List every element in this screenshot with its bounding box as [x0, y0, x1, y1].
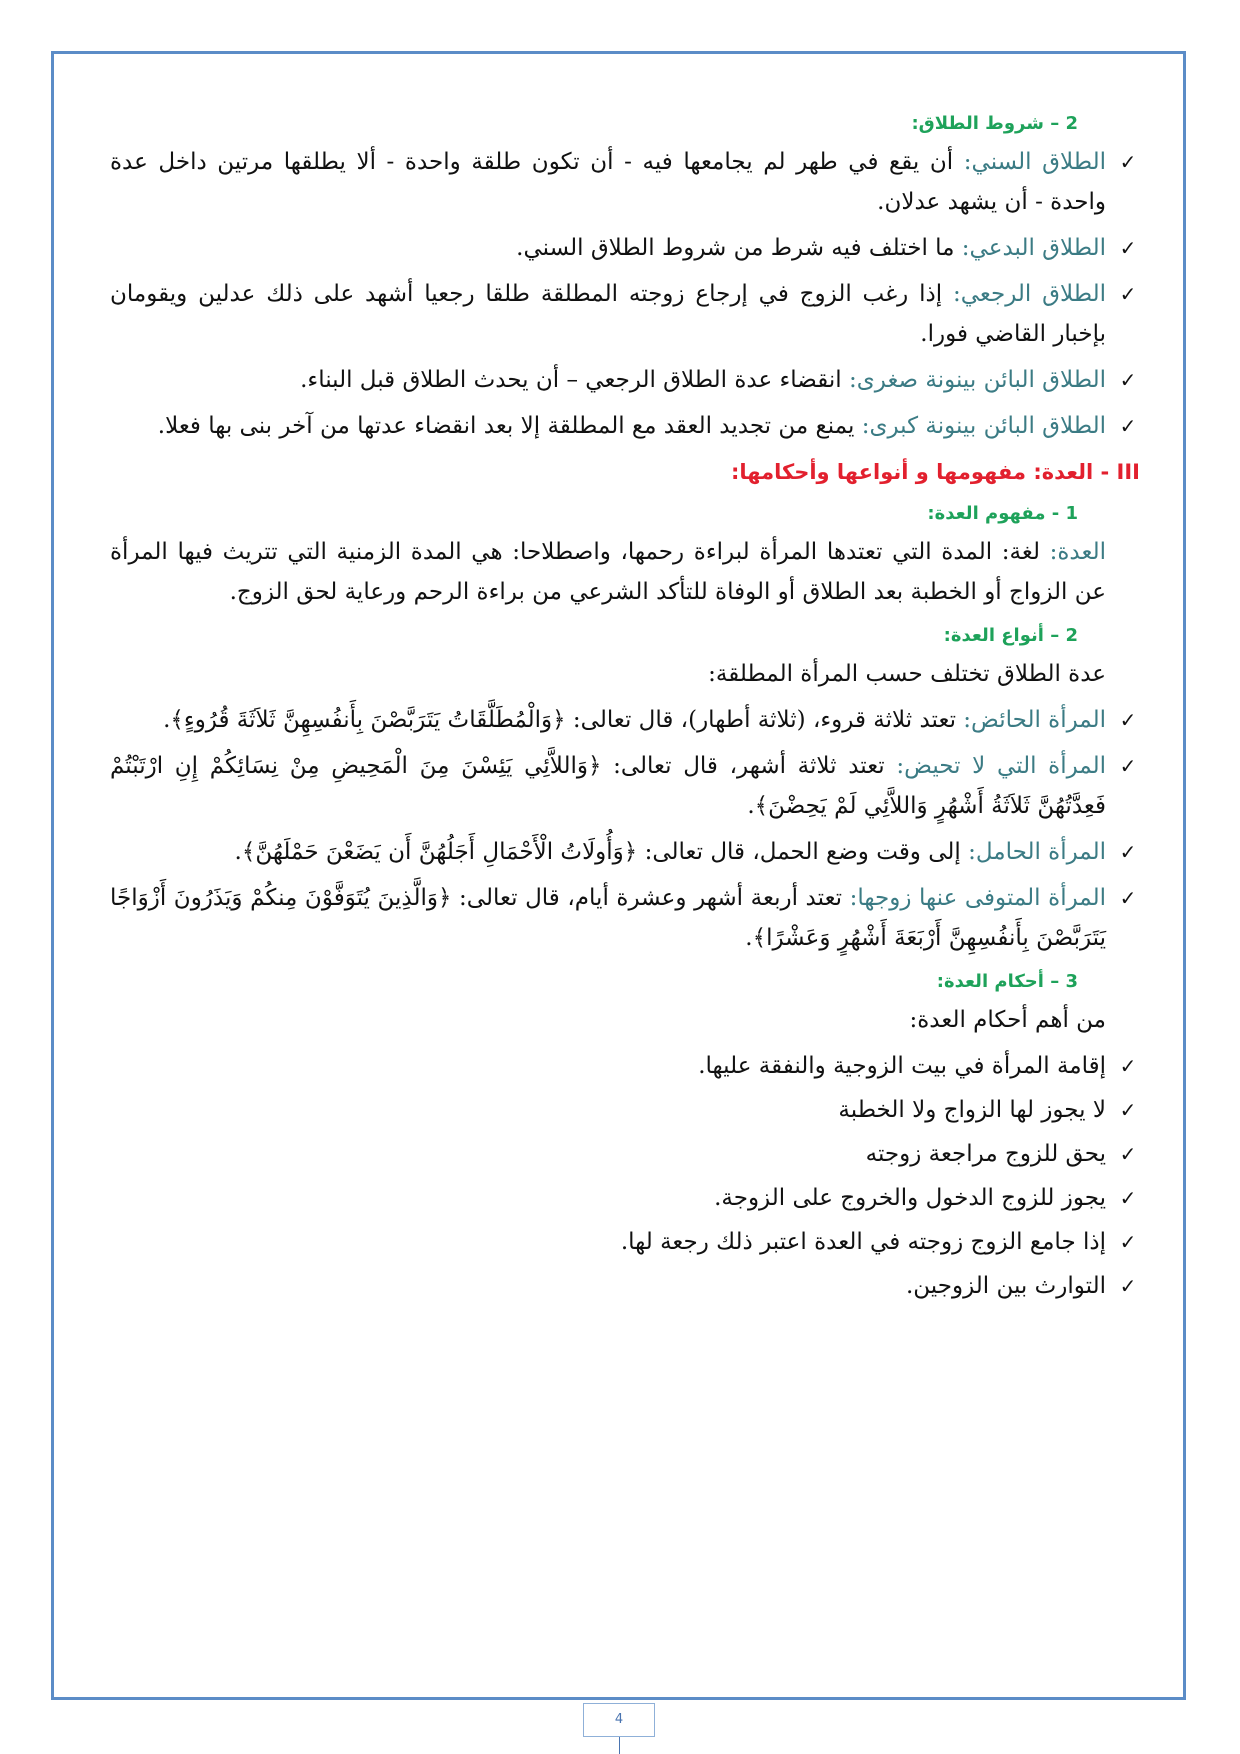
iddah-rulings-intro: من أهم أحكام العدة: [909, 1007, 1106, 1033]
checkmark-icon: ✓ [1119, 282, 1137, 306]
checkmark-icon: ✓ [1119, 368, 1137, 392]
list-item [110, 700, 1140, 740]
list-item [110, 406, 1140, 446]
section-heading-iddah-rulings: 3 – أحكام العدة: [936, 971, 1078, 992]
list-item [110, 360, 1140, 400]
checkmark-icon: ✓ [1119, 1054, 1137, 1078]
item-text: يجوز للزوج الدخول والخروج على الزوجة. [714, 1185, 1106, 1211]
item-text: إقامة المرأة في بيت الزوجية والنفقة عليها. [698, 1053, 1106, 1079]
checkmark-icon: ✓ [1119, 1230, 1137, 1254]
page-number-stem [619, 1737, 620, 1754]
definition-text: لغة: المدة التي تعتدها المرأة لبراءة رحمها، واصطلاحا: هي المدة الزمنية التي تتريث فيها المرأة عن الزواج أو الخطبة بعد الطلاق أو الوفاة للتأكد الشرعي من براءة الرحم ورعاية لحق الزوج. [110, 539, 1106, 605]
checkmark-icon: ✓ [1119, 1274, 1137, 1298]
item-text: يحق للزوج مراجعة زوجته [865, 1141, 1106, 1167]
definition-term: العدة: [1049, 539, 1106, 565]
list-item [110, 832, 1140, 872]
checkmark-icon: ✓ [1119, 1142, 1137, 1166]
item-term: الطلاق البائن بينونة صغرى: [849, 367, 1106, 393]
item-term: المرأة الحائض: [963, 707, 1106, 733]
main-heading-iddah: III - العدة: مفهومها و أنواعها وأحكامها: [730, 460, 1140, 484]
section-heading-divorce-conditions: 2 – شروط الطلاق: [911, 113, 1078, 134]
checkmark-icon: ✓ [1119, 886, 1137, 910]
checkmark-icon: ✓ [1119, 708, 1137, 732]
page-content [110, 100, 1140, 1310]
checkmark-icon: ✓ [1119, 1098, 1137, 1122]
list-item [110, 1222, 1140, 1262]
item-text: إلى وقت وضع الحمل، قال تعالى: ﴿وَأُولَاتُ الْأَحْمَالِ أَجَلُهُنَّ أَن يَضَعْنَ حَمْلَهُنَّ﴾. [234, 839, 969, 865]
item-text: ما اختلف فيه شرط من شروط الطلاق السني. [516, 235, 962, 261]
list-item [110, 878, 1140, 958]
checkmark-icon: ✓ [1119, 840, 1137, 864]
section-heading-iddah-types: 2 – أنواع العدة: [943, 625, 1078, 646]
item-term: المرأة التي لا تحيض: [896, 753, 1106, 779]
item-text: إذا جامع الزوج زوجته في العدة اعتبر ذلك رجعة لها. [620, 1229, 1106, 1255]
item-text: إذا رغب الزوج في إرجاع زوجته المطلقة طلقا رجعيا أشهد على ذلك عدلين ويقومان بإخبار القاضي فورا. [110, 281, 1106, 347]
item-text: أن يقع في طهر لم يجامعها فيه - أن تكون طلقة واحدة - ألا يطلقها مرتين داخل عدة واحدة - أن يشهد عدلان. [110, 149, 1106, 215]
list-item [110, 746, 1140, 826]
section-heading-iddah-concept: 1 - مفهوم العدة: [927, 503, 1078, 524]
item-text: يمنع من تجديد العقد مع المطلقة إلا بعد انقضاء عدتها من آخر بنى بها فعلا. [157, 413, 862, 439]
iddah-definition [110, 532, 1140, 612]
item-term: الطلاق الرجعي: [953, 281, 1107, 307]
list-item [110, 1266, 1140, 1306]
list-item [110, 142, 1140, 222]
list-item [110, 1178, 1140, 1218]
item-term: المرأة المتوفى عنها زوجها: [849, 885, 1106, 911]
item-text: تعتد أربعة أشهر وعشرة أيام، قال تعالى: ﴿وَالَّذِينَ يُتَوَفَّوْنَ مِنكُمْ وَيَذَرُونَ أَزْوَاجًا يَتَرَبَّصْنَ بِأَنفُسِهِنَّ أَرْبَعَةَ أَشْهُرٍ وَعَشْرًا﴾. [110, 885, 1106, 951]
item-text: التوارث بين الزوجين. [905, 1273, 1106, 1299]
list-item [110, 1134, 1140, 1174]
checkmark-icon: ✓ [1119, 150, 1137, 174]
checkmark-icon: ✓ [1119, 754, 1137, 778]
list-item [110, 1090, 1140, 1130]
item-text: تعتد ثلاثة أشهر، قال تعالى: ﴿وَاللاَّئِي يَئِسْنَ مِنَ الْمَحِيضِ مِنْ نِسَائِكُمْ إِنِ ارْتَبْتُمْ فَعِدَّتُهُنَّ ثَلاَثَةُ أَشْهُرٍ وَاللاَّئِي لَمْ يَحِضْنَ﴾. [110, 753, 1106, 819]
item-text: تعتد ثلاثة قروء، (ثلاثة أطهار)، قال تعالى: ﴿وَالْمُطَلَّقَاتُ يَتَرَبَّصْنَ بِأَنفُسِهِنَّ ثَلاَثَةَ قُرُوءٍ﴾. [163, 707, 964, 733]
iddah-types-intro: عدة الطلاق تختلف حسب المرأة المطلقة: [708, 661, 1106, 687]
item-term: المرأة الحامل: [968, 839, 1106, 865]
list-item [110, 228, 1140, 268]
list-item [110, 274, 1140, 354]
checkmark-icon: ✓ [1119, 1186, 1137, 1210]
page-number: 4 [583, 1703, 655, 1737]
checkmark-icon: ✓ [1119, 414, 1137, 438]
item-term: الطلاق البائن بينونة كبرى: [861, 413, 1106, 439]
item-text: انقضاء عدة الطلاق الرجعي – أن يحدث الطلاق قبل البناء. [300, 367, 849, 393]
list-item [110, 1046, 1140, 1086]
item-term: الطلاق السني: [963, 149, 1106, 175]
checkmark-icon: ✓ [1119, 236, 1137, 260]
item-text: لا يجوز لها الزواج ولا الخطبة [838, 1097, 1106, 1123]
item-term: الطلاق البدعي: [961, 235, 1106, 261]
